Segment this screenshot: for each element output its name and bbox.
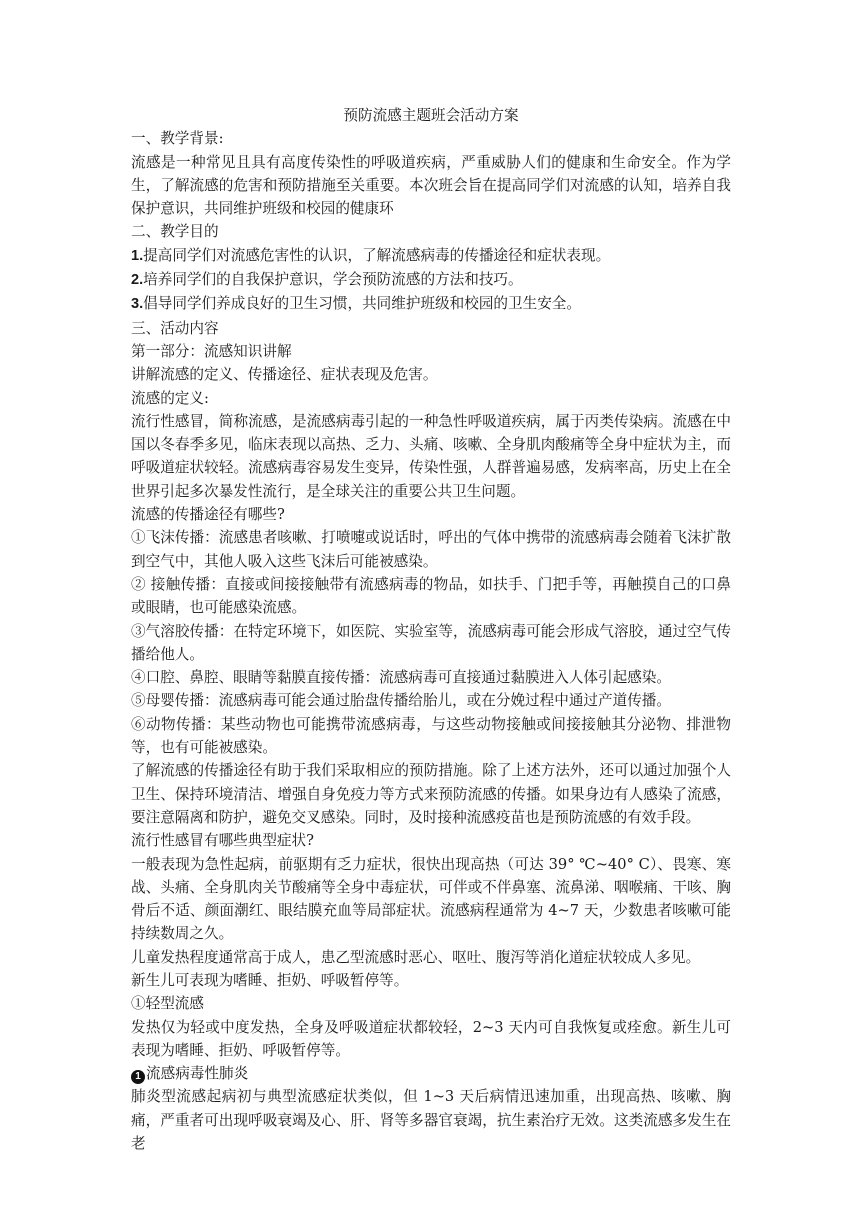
subheading-mild-flu: ①轻型流感 bbox=[131, 995, 204, 1013]
section-heading-goals: 二、教学目的 bbox=[131, 223, 219, 241]
document-title: 预防流感主题班会活动方案 bbox=[343, 107, 519, 124]
symptoms-paragraph: 一般表现为急性起病，前驱期有乏力症状，很快出现高热（可达 39° ℃~40° C）、畏寒、寒战、头痛、全身肌肉关节酸痛等全身中毒症状，可伴或不伴鼻塞、流鼻涕、咽喉痛、干咳、胸骨后不适、颜面潮红、眼结膜充血等局部症状。流感病程通常为 4~7 天，少数患者咳嗽可能持续数周之久。 bbox=[131, 855, 731, 943]
goal-text: 倡导同学们养成良好的卫生习惯，共同维护班级和校园的卫生安全。 bbox=[143, 295, 581, 313]
part-heading: 第一部分：流感知识讲解 bbox=[131, 342, 292, 360]
goal-text: 培养同学们的自我保护意识，学会预防流感的方法和技巧。 bbox=[143, 271, 523, 289]
transmission-item: ④口腔、鼻腔、眼睛等黏膜直接传播：流感病毒可直接通过黏膜进入人体引起感染。 bbox=[131, 669, 671, 687]
background-paragraph: 流感是一种常见且具有高度传染性的呼吸道疾病，严重威胁人们的健康和生命安全。作为学生，了解流感的危害和预防措施至关重要。本次班会旨在提高同学们对流感的认知，培养自我保护意识，共同维护班级和校园的健康环 bbox=[131, 153, 731, 218]
definition-paragraph: 流行性感冒，简称流感，是流感病毒引起的一种急性呼吸道疾病，属于丙类传染病。流感在中国以冬春季多见，临床表现以高热、乏力、头痛、咳嗽、全身肌肉酸痛等全身中症状为主，而呼吸道症状较轻。流感病毒容易发生变异，传染性强，人群普遍易感，发病率高，历史上在全世界引起多次暴发性流行，是全球关注的重要公共卫生问题。 bbox=[131, 412, 731, 500]
goal-number: 1. bbox=[131, 247, 144, 264]
subheading-transmission: 流感的传播途径有哪些? bbox=[131, 506, 285, 524]
subheading-symptoms: 流行性感冒有哪些典型症状? bbox=[131, 832, 314, 850]
newborn-note: 新生儿可表现为嗜睡、拒奶、呼吸暂停等。 bbox=[131, 971, 409, 989]
section-heading-content: 三、活动内容 bbox=[131, 319, 219, 337]
subheading-pneumonia bbox=[131, 1062, 731, 1085]
goal-item bbox=[131, 244, 731, 268]
transmission-item: ①飞沫传播：流感患者咳嗽、打喷嚏或说话时，呼出的气体中携带的流感病毒会随着飞沫扩散到空气中，其他人吸入这些飞沫后可能被感染。 bbox=[131, 529, 731, 570]
pneumonia-heading-text: 流感病毒性肺炎 bbox=[146, 1065, 249, 1083]
part-intro: 讲解流感的定义、传播途径、症状表现及危害。 bbox=[131, 366, 438, 384]
subheading-definition: 流感的定义: bbox=[131, 389, 209, 407]
goal-number: 2. bbox=[131, 272, 144, 289]
transmission-item: ⑥动物传播：某些动物也可能携带流感病毒，与这些动物接触或间接接触其分泌物、排泄物等，也有可能被感染。 bbox=[131, 715, 731, 757]
numbered-bullet-icon: 1 bbox=[131, 1070, 145, 1084]
section-heading-background: 一、教学背景: bbox=[131, 130, 224, 148]
goal-number: 3. bbox=[131, 296, 144, 313]
goal-item bbox=[131, 292, 731, 316]
document-page bbox=[131, 104, 731, 1155]
goal-text: 提高同学们对流感危害性的认识，了解流感病毒的传播途径和症状表现。 bbox=[143, 246, 611, 264]
transmission-item: ② 接触传播：直接或间接接触带有流感病毒的物品，如扶手、门把手等，再触摸自己的口鼻或眼睛，也可能感染流感。 bbox=[131, 575, 731, 617]
mild-flu-paragraph: 发热仅为轻或中度发热，全身及呼吸道症状都较轻，2~3 天内可自我恢复或痊愈。新生儿可表现为嗜睡、拒奶、呼吸暂停等。 bbox=[131, 1018, 731, 1059]
pneumonia-paragraph: 肺炎型流感起病初与典型流感症状类似，但 1~3 天后病情迅速加重，出现高热、咳嗽、胸痛，严重者可出现呼吸衰竭及心、肝、肾等多器官衰竭，抗生素治疗无效。这类流感多发生在老 bbox=[131, 1088, 731, 1153]
transmission-item: ⑤母婴传播：流感病毒可能会通过胎盘传播给胎儿，或在分娩过程中通过产道传播。 bbox=[131, 692, 671, 710]
goal-item bbox=[131, 268, 731, 292]
transmission-item: ③气溶胶传播：在特定环境下，如医院、实验室等，流感病毒可能会形成气溶胶，通过空气传播给他人。 bbox=[131, 622, 731, 663]
children-note: 儿童发热程度通常高于成人，患乙型流感时恶心、呕吐、腹泻等消化道症状较成人多见。 bbox=[131, 948, 701, 966]
transmission-summary: 了解流感的传播途径有助于我们采取相应的预防措施。除了上述方法外，还可以通过加强个人卫生、保持环境清洁、增强自身免疫力等方式来预防流感的传播。如果身边有人感染了流感，要注意隔离和防护，避免交叉感染。同时，及时接种流感疫苗也是预防流感的有效手段。 bbox=[131, 762, 731, 826]
